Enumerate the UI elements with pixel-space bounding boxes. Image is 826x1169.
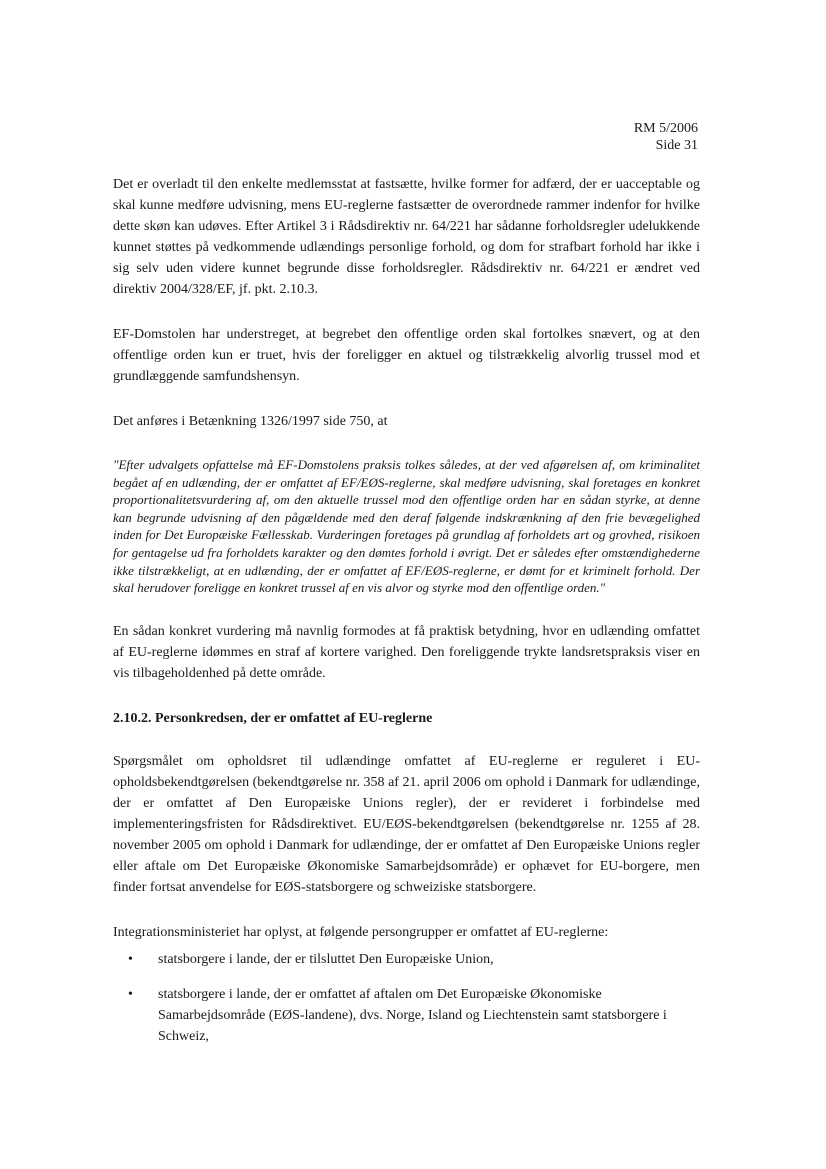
paragraph-assessment: En sådan konkret vurdering må navnlig formodes at få praktisk betydning, hvor en udlænding omfattet af EU-reglerne idømmes en straf af kortere varighed. Den foreliggende trykte landsretspraksis viser en vis tilbageholdenhed på dette område.	[113, 623, 700, 681]
list-item	[113, 984, 700, 1047]
list-item-text: statsborgere i lande, der er omfattet af aftalen om Det Europæiske Økonomiske Samarbejdsområde (EØS-landene), dvs. Norge, Island og Liechtenstein samt statsborgere i Schweiz,	[158, 986, 667, 1044]
document-body	[113, 174, 700, 1061]
bullet-icon: •	[128, 951, 133, 967]
section-heading: 2.10.2. Personkredsen, der er omfattet af EU-reglerne	[113, 710, 433, 726]
paragraph-ministry: Integrationsministeriet har oplyst, at følgende persongrupper er omfattet af EU-reglerne:	[113, 924, 609, 940]
block-quote: "Efter udvalgets opfattelse må EF-Domstolens praksis tolkes således, at der ved afgørelsen af, om kriminalitet begået af en udlænding, der er omfattet af EF/EØS-reglerne, skal medføre udvisning, skal foretages en konkret proportionalitetsvurdering af, om den aktuelle trussel mod den offentlige orden har en sådan styrke, at denne kan begrunde udvisning af den pågældende med den deraf følgende indskrænkning af den frie bevægelighed inden for Det Europæiske Fællesskab. Vurderingen foretages på grundlag af forholdets art og grovhed, risikoen for gentagelse ud fra forholdets karakter og den dømtes forhold i øvrigt. Det er således efter omstændighederne ikke tilstrækkeligt, at en udlænding, der er omfattet af EF/EØS-reglerne, er dømt for et kriminelt forhold. Der skal herudover foreligge en konkret trussel af en vis alvor og styrke mod den offentlige orden."	[113, 457, 700, 596]
bullet-icon: •	[128, 986, 133, 1002]
list-item	[113, 949, 700, 970]
paragraph-report-intro: Det anføres i Betænkning 1326/1997 side 750, at	[113, 414, 388, 429]
document-reference: RM 5/2006	[633, 121, 698, 136]
paragraph-member-state: Det er overladt til den enkelte medlemsstat at fastsætte, hvilke former for adfærd, der er uacceptable og skal kunne medføre udvisning, mens EU-reglerne fastsætter de overordnede rammer indenfor for hvilke dette skøn kan udøves. Efter Artikel 3 i Rådsdirektiv nr. 64/221 har sådanne forholdsregler udelukkende kunnet støttes på vedkommende udlændings personlige forhold, og dom for strafbart forhold har ikke i sig selv uden videre kunnet begrunde disse forholdsregler. Rådsdirektiv nr. 64/221 er ændret ved direktiv 2004/328/EF, jf. pkt. 2.10.3.	[113, 177, 700, 297]
paragraph-residence-right: Spørgsmålet om opholdsret til udlændinge omfattet af EU-reglerne er reguleret i EU-opholdsbekendtgørelsen (bekendtgørelse nr. 358 af 21. april 2006 om ophold i Danmark for udlændinge, der er omfattet af Den Europæiske Unions regler), der er revideret i forbindelse med implementeringsfristen for Rådsdirektivet. EU/EØS-bekendtgørelsen (bekendtgørelse nr. 1255 af 28. november 2005 om ophold i Danmark for udlændinge, der er omfattet af Den Europæiske Unions regler eller aftale om Det Europæiske Økonomiske Samarbejdsområde) er ophævet for EU-borgere, men finder fortsat anvendelse for EØS-statsborgere og schweiziske statsborgere.	[113, 753, 700, 895]
page-number: Side 31	[655, 138, 698, 153]
bullet-list	[113, 949, 700, 1047]
list-item-text: statsborgere i lande, der er tilsluttet Den Europæiske Union,	[158, 951, 494, 967]
paragraph-ef-court: EF-Domstolen har understreget, at begrebet den offentlige orden skal fortolkes snævert, og at den offentlige orden kun er truet, hvis der foreligger en aktuel og tilstrækkelig alvorlig trussel mod et grundlæggende samfundshensyn.	[113, 327, 700, 384]
page-header	[634, 120, 698, 154]
